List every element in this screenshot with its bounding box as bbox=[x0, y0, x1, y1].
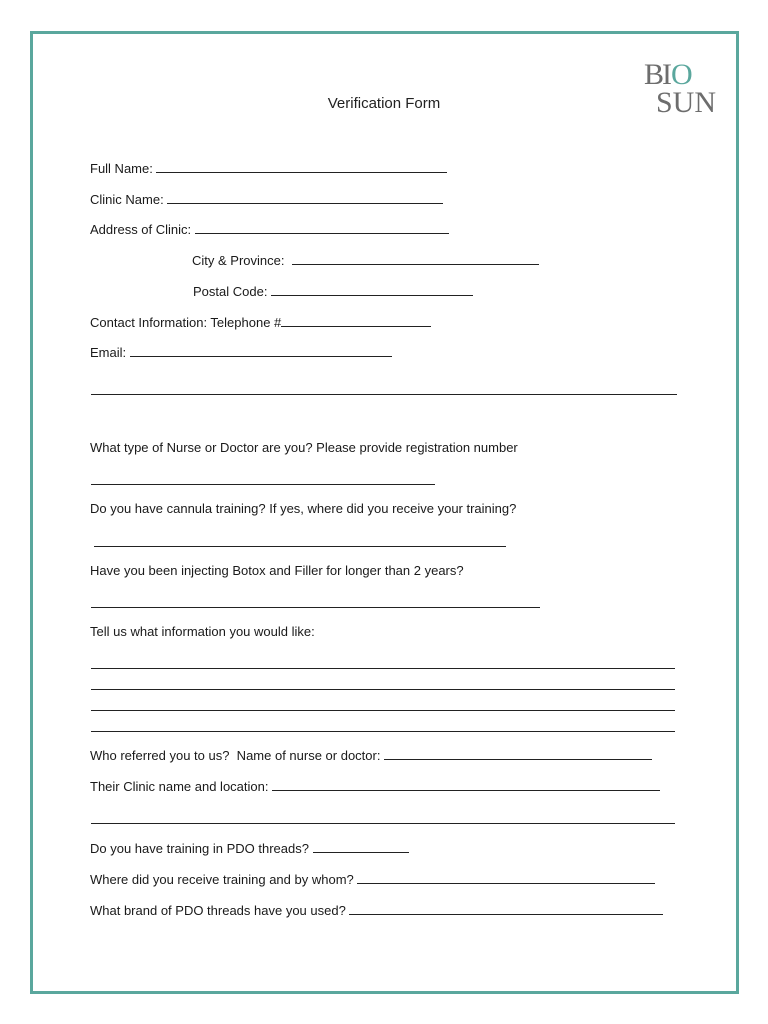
separator-line bbox=[91, 394, 677, 395]
q4-label: Tell us what information you would like: bbox=[90, 624, 315, 639]
q8-row bbox=[90, 871, 655, 888]
svg-text:O: O bbox=[671, 58, 693, 91]
svg-text:B: B bbox=[644, 58, 665, 91]
contact-row bbox=[90, 314, 431, 331]
q5-label: Who referred you to us? Name of nurse or doctor: bbox=[90, 748, 381, 763]
q9-label: What brand of PDO threads have you used? bbox=[90, 903, 346, 918]
postal-field[interactable] bbox=[271, 283, 473, 296]
email-field[interactable] bbox=[130, 344, 392, 357]
postal-row bbox=[193, 283, 473, 300]
clinic-name-row bbox=[90, 191, 443, 208]
q6-label: Their Clinic name and location: bbox=[90, 779, 269, 794]
city-row bbox=[192, 252, 539, 269]
q1-label: What type of Nurse or Doctor are you? Please provide registration number bbox=[90, 440, 518, 455]
clinic-name-label: Clinic Name: bbox=[90, 192, 164, 207]
address-row bbox=[90, 221, 449, 238]
q2-label: Do you have cannula training? If yes, where did you receive your training? bbox=[90, 501, 517, 516]
city-label: City & Province: bbox=[192, 253, 285, 268]
referrer-field[interactable] bbox=[384, 747, 652, 760]
q9-row bbox=[90, 902, 663, 919]
q3-label: Have you been injecting Botox and Filler for longer than 2 years? bbox=[90, 563, 464, 578]
pdo-brand-field[interactable] bbox=[349, 902, 663, 915]
q3-answer-line[interactable] bbox=[91, 607, 540, 608]
full-name-field[interactable] bbox=[156, 160, 447, 173]
q7-label: Do you have training in PDO threads? bbox=[90, 841, 309, 856]
telephone-field[interactable] bbox=[281, 314, 431, 327]
q7-row bbox=[90, 840, 409, 857]
q2-answer-line[interactable] bbox=[94, 546, 506, 547]
contact-label: Contact Information: Telephone # bbox=[90, 315, 282, 330]
q5-row bbox=[90, 747, 652, 764]
q4-answer-line-4[interactable] bbox=[91, 731, 675, 732]
training-source-field[interactable] bbox=[357, 871, 655, 884]
q6-row bbox=[90, 778, 660, 795]
q8-label: Where did you receive training and by whom? bbox=[90, 872, 354, 887]
pdo-training-field[interactable] bbox=[313, 840, 409, 853]
clinic-name-field[interactable] bbox=[167, 191, 443, 204]
q4-answer-line-1[interactable] bbox=[91, 668, 675, 669]
svg-text:I: I bbox=[662, 58, 672, 91]
full-name-row bbox=[90, 160, 447, 177]
referrer-clinic-field[interactable] bbox=[272, 778, 660, 791]
q4-answer-line-2[interactable] bbox=[91, 689, 675, 690]
email-label: Email: bbox=[90, 345, 127, 360]
address-label: Address of Clinic: bbox=[90, 222, 192, 237]
address-field[interactable] bbox=[195, 221, 449, 234]
q6-answer-line[interactable] bbox=[91, 823, 675, 824]
q4-answer-line-3[interactable] bbox=[91, 710, 675, 711]
full-name-label: Full Name: bbox=[90, 161, 153, 176]
email-row bbox=[90, 344, 392, 361]
city-field[interactable] bbox=[292, 252, 539, 265]
form-title: Verification Form bbox=[327, 95, 441, 112]
svg-text:SUN: SUN bbox=[656, 86, 717, 116]
postal-label: Postal Code: bbox=[193, 284, 268, 299]
q1-answer-line[interactable] bbox=[91, 484, 435, 485]
